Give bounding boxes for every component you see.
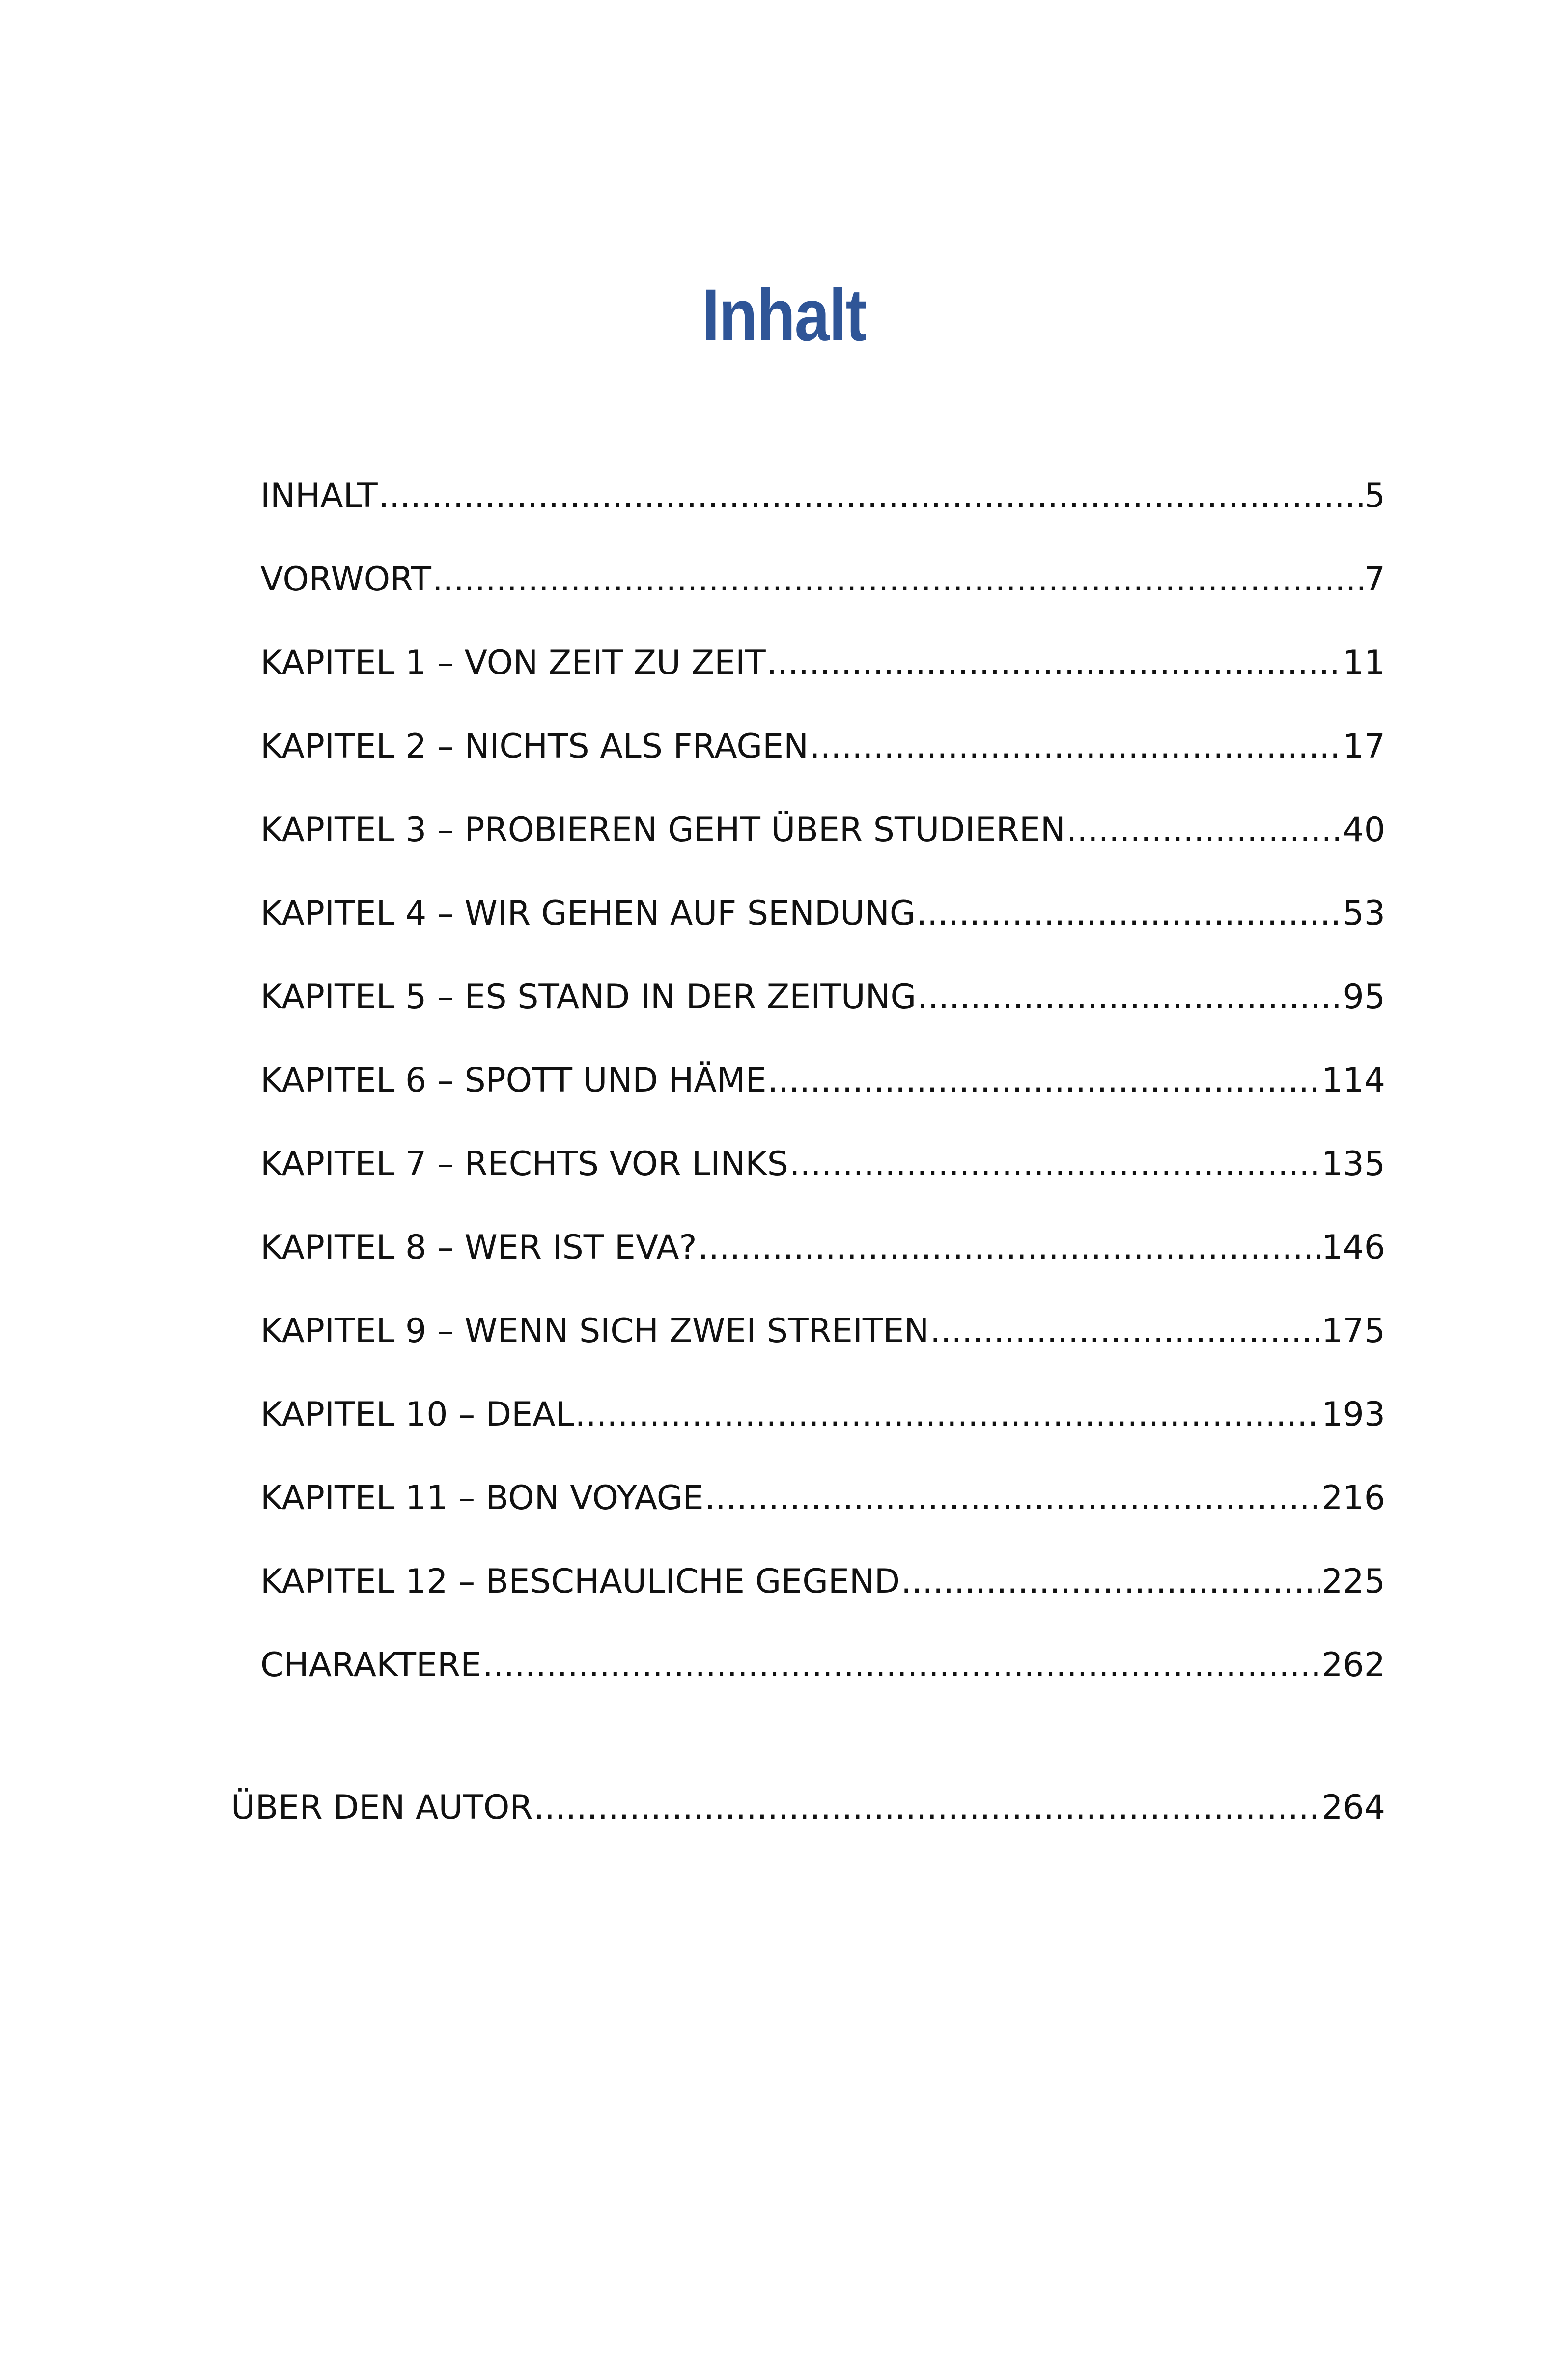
dot-leader [482,1641,1320,1690]
toc-entry-label: KAPITEL 4 – WIR GEHEN AUF SENDUNG [260,894,916,933]
toc-entry-label: INHALT [260,477,378,515]
toc-entry-kapitel-11[interactable] [260,1474,1385,1523]
toc-entry-label: KAPITEL 6 – SPOTT UND HÄME [260,1061,767,1100]
dot-leader [917,973,1342,1022]
dot-leader [1066,806,1342,855]
dot-leader [705,1474,1321,1523]
toc-entry-page: 216 [1321,1479,1385,1517]
toc-entry-label: VORWORT [260,560,431,599]
toc-entry-kapitel-8[interactable] [260,1223,1385,1272]
toc-entry-page: 114 [1321,1061,1385,1100]
toc-entry-page: 5 [1364,477,1385,515]
toc-entry-page: 264 [1321,1788,1385,1827]
toc-entry-page: 11 [1343,644,1385,682]
toc-entry-label: KAPITEL 9 – WENN SICH ZWEI STREITEN [260,1312,929,1350]
dot-leader [768,1056,1321,1105]
toc-entry-label: KAPITEL 2 – NICHTS ALS FRAGEN [260,727,809,766]
toc-entry-page: 193 [1321,1395,1385,1434]
toc-entry-kapitel-1[interactable] [260,639,1385,688]
toc-entry-kapitel-4[interactable] [260,889,1385,938]
toc-entry-label: KAPITEL 8 – WER IST EVA? [260,1228,697,1267]
dot-leader [810,722,1342,771]
toc-entry-page: 175 [1321,1312,1385,1350]
toc-entry-label: KAPITEL 7 – RECHTS VOR LINKS [260,1145,788,1183]
dot-leader [698,1223,1321,1272]
dot-leader [575,1390,1320,1439]
dot-leader [789,1140,1320,1189]
toc-entry-page: 146 [1321,1228,1385,1267]
dot-leader [379,472,1363,521]
toc-entry-label: KAPITEL 3 – PROBIEREN GEHT ÜBER STUDIEREN [260,811,1065,849]
dot-leader [930,1307,1320,1356]
dot-leader [767,639,1342,688]
page-title: Inhalt [702,273,866,356]
toc-entry-label: ÜBER DEN AUTOR [231,1788,533,1827]
toc-entry-kapitel-2[interactable] [260,722,1385,771]
toc-entry-kapitel-7[interactable] [260,1140,1385,1189]
toc-entry-kapitel-5[interactable] [260,973,1385,1022]
toc-entry-kapitel-3[interactable] [260,806,1385,855]
dot-leader [901,1557,1320,1606]
dot-leader [917,889,1342,938]
toc-entry-ueber-den-autor[interactable] [231,1783,1385,1832]
toc-entry-label: KAPITEL 11 – BON VOYAGE [260,1479,704,1517]
toc-entry-label: KAPITEL 10 – DEAL [260,1395,574,1434]
toc-entry-page: 135 [1321,1145,1385,1183]
toc-entry-page: 7 [1364,560,1385,599]
toc-entry-kapitel-10[interactable] [260,1390,1385,1439]
toc-entry-kapitel-6[interactable] [260,1056,1385,1105]
toc-entry-charaktere[interactable] [260,1641,1385,1690]
toc-entry-inhalt[interactable] [260,472,1385,521]
toc-entry-label: KAPITEL 1 – VON ZEIT ZU ZEIT [260,644,766,682]
toc-entry-page: 40 [1343,811,1385,849]
toc-entry-page: 225 [1321,1562,1385,1601]
toc-entry-kapitel-12[interactable] [260,1557,1385,1606]
toc-entry-label: KAPITEL 12 – BESCHAULICHE GEGEND [260,1562,900,1601]
toc-entry-label: KAPITEL 5 – ES STAND IN DER ZEITUNG [260,978,917,1016]
toc-entry-page: 17 [1343,727,1385,766]
toc-entry-page: 53 [1343,894,1385,933]
dot-leader [534,1783,1321,1832]
dot-leader [432,555,1363,604]
toc-entry-page: 262 [1321,1646,1385,1684]
toc-entry-page: 95 [1343,978,1385,1016]
toc-entry-vorwort[interactable] [260,555,1385,604]
toc-entry-label: CHARAKTERE [260,1646,482,1684]
toc-entry-kapitel-9[interactable] [260,1307,1385,1356]
